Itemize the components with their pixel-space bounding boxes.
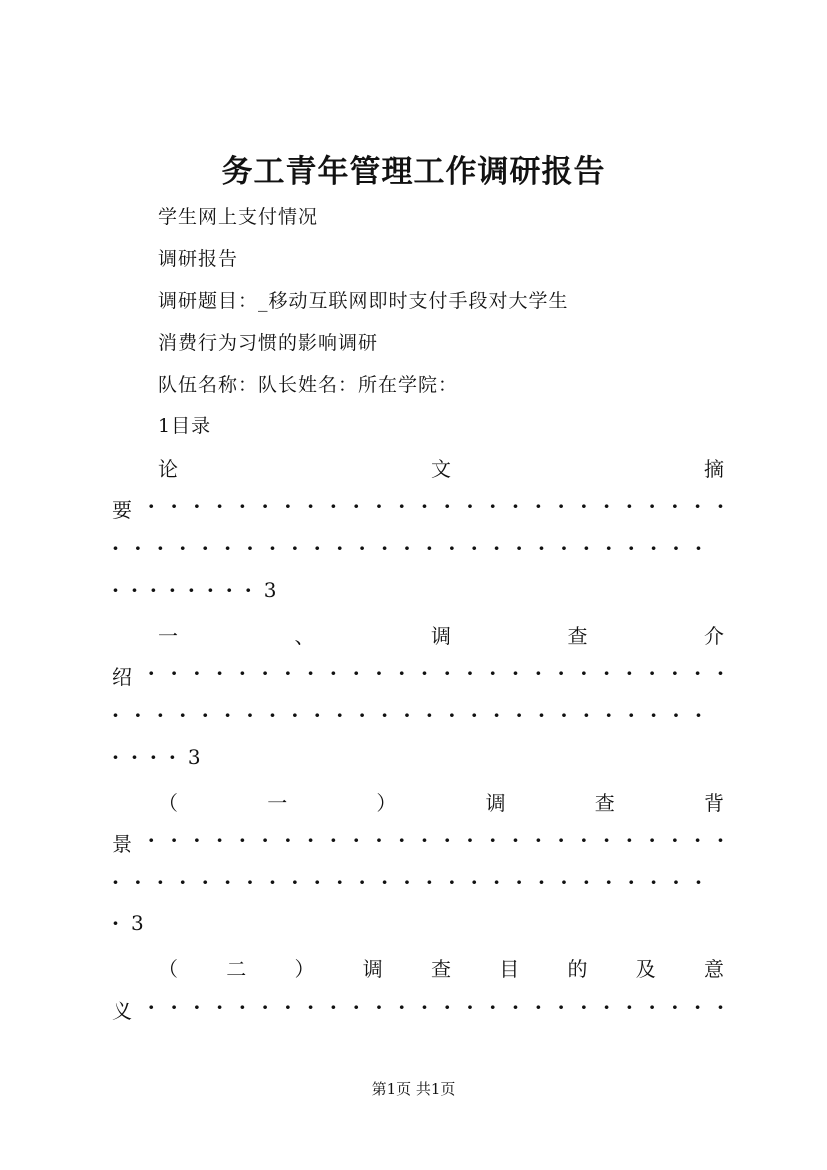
dot-leader: · [515,536,523,560]
dot-leader: · [493,703,501,727]
dot-leader: · [179,536,187,560]
dot-leader: · [375,995,383,1019]
dot-leader: · [307,661,315,685]
dot-leader: · [375,828,383,852]
dot-leader: · [352,661,360,685]
intro-line-4: 消费行为习惯的影响调研 [158,332,379,354]
dot-leader: · [694,703,702,727]
toc-char: 调 [431,624,451,648]
dot-leader: · [512,494,520,518]
dot-leader: · [352,828,360,852]
intro-line-5: 队伍名称：队长姓名：所在学院： [158,374,459,396]
dot-leader: · [246,536,254,560]
dot-leader: · [336,536,344,560]
toc-entry-2-leader-row-3 [112,745,201,769]
dot-leader: · [336,870,344,894]
toc-char: ） [294,957,315,981]
dot-leader: · [582,703,590,727]
toc-lead-char: 义 [112,999,132,1023]
toc-char: 摘 [704,457,724,481]
dot-leader: · [261,661,269,685]
toc-char: 调 [362,957,383,981]
dot-leader: · [671,995,679,1019]
dot-leader: · [671,661,679,685]
dot-leader: · [470,870,478,894]
dot-leader: · [625,995,633,1019]
toc-char: 意 [704,957,724,981]
dot-leader: ········ [112,578,264,602]
toc-entry-4-leader-row-1 [112,995,724,1024]
dot-leader: · [648,661,656,685]
dot-leader: · [147,494,155,518]
dot-leader: · [557,661,565,685]
dot-leader: · [329,995,337,1019]
toc-char: 查 [431,957,451,981]
dot-leader: · [112,870,119,894]
dot-leader: · [403,703,411,727]
toc-char: 及 [635,957,656,981]
dot-leader: · [515,703,523,727]
dot-leader: · [420,995,428,1019]
document-title: 务工青年管理工作调研报告 [221,154,606,190]
dot-leader: · [580,828,588,852]
dot-leader: · [650,703,658,727]
dot-leader: · [716,494,724,518]
dot-leader: · [694,536,702,560]
dot-leader: · [398,995,406,1019]
dot-leader: · [627,870,635,894]
dot-leader: · [238,995,246,1019]
dot-leader: · [156,870,164,894]
dot-leader: · [193,828,201,852]
dot-leader: · [605,870,613,894]
dot-leader: · [179,870,187,894]
dot-leader: · [538,536,545,560]
toc-entry-3-leader-row-1 [112,828,724,857]
toc-entry-1-leader-row-1 [112,494,724,523]
dot-leader: · [291,536,299,560]
toc-char: 二 [226,957,247,981]
toc-entry-1-leader-row-2 [112,536,702,560]
dot-leader: · [358,536,366,560]
dot-leader: · [156,536,164,560]
toc-char: 、 [294,624,315,648]
toc-lead-char: 要 [112,498,132,522]
toc-char: 介 [704,624,724,648]
dot-leader: · [134,703,142,727]
toc-char: 的 [567,957,588,981]
dot-leader: · [627,703,635,727]
dot-leader: · [268,870,276,894]
dot-leader: · [515,870,523,894]
dot-leader: · [694,494,702,518]
dot-leader: · [307,995,315,1019]
intro-line-1: 学生网上支付情况 [158,206,319,228]
dot-leader: · [147,661,155,685]
dot-leader: · [648,995,656,1019]
dot-leader: · [179,703,187,727]
dot-leader: · [448,703,456,727]
dot-leader: · [216,828,224,852]
dot-leader: · [493,870,501,894]
dot-leader: · [381,703,389,727]
dot-leader: · [112,703,119,727]
toc-page-number: 3 [130,911,144,935]
intro-line-3: 调研题目：_移动互联网即时支付手段对大学生 [158,290,569,312]
dot-leader: · [156,703,164,727]
dot-leader: · [603,828,611,852]
dot-leader: · [672,870,680,894]
dot-leader: · [352,494,360,518]
dot-leader: · [261,828,269,852]
toc-lead-char: 景 [112,832,132,856]
dot-leader: · [466,494,474,518]
dot-leader: · [650,536,658,560]
dot-leader: · [672,703,680,727]
dot-leader: · [193,494,201,518]
toc-entry-2-heading [158,620,724,649]
dot-leader: · [627,536,635,560]
dot-leader: · [261,995,269,1019]
dot-leader: · [284,494,292,518]
dot-leader: · [224,870,232,894]
dot-leader: · [580,494,588,518]
toc-char: 一 [158,624,178,648]
dot-leader: · [448,870,456,894]
dot-leader: · [625,828,633,852]
dot-leader: · [580,995,588,1019]
dot-leader: · [466,828,474,852]
dot-leader: · [238,828,246,852]
dot-leader: · [466,661,474,685]
dot-leader: · [425,870,433,894]
toc-entry-2-leader-row-2 [112,703,702,727]
dot-leader: · [420,828,428,852]
dot-leader: · [425,536,433,560]
dot-leader: · [291,703,299,727]
dot-leader: · [216,494,224,518]
dot-leader: · [134,536,142,560]
toc-char: 调 [485,791,506,815]
dot-leader: · [489,494,497,518]
dot-leader: · [375,494,383,518]
dot-leader: · [403,536,411,560]
dot-leader: · [625,661,633,685]
toc-char: 目 [499,957,520,981]
dot-leader: · [512,828,520,852]
toc-char: 文 [431,457,451,481]
page-footer: 第1页 共1页 [371,1080,456,1098]
dot-leader: · [443,828,451,852]
toc-char: 论 [158,457,178,481]
dot-leader: · [193,661,201,685]
dot-leader: · [216,995,224,1019]
toc-entry-3-heading [158,787,724,816]
dot-leader: · [538,870,545,894]
dot-leader: · [284,828,292,852]
toc-char: 查 [567,624,588,648]
toc-page-number: 3 [187,745,201,769]
dot-leader: · [375,661,383,685]
dot-leader: · [489,661,497,685]
dot-leader: · [313,870,321,894]
dot-leader: · [307,494,315,518]
dot-leader: · [534,828,542,852]
dot-leader: · [560,536,568,560]
dot-leader: · [534,494,542,518]
dot-leader: · [398,661,406,685]
dot-leader: · [716,828,724,852]
dot-leader: · [512,661,520,685]
dot-leader: · [403,870,411,894]
dot-leader: · [313,536,321,560]
dot-leader: · [557,494,565,518]
toc-lead-char: 绍 [112,665,132,689]
dot-leader: · [603,995,611,1019]
dot-leader: · [694,870,702,894]
toc-entry-4-heading [158,953,724,982]
dot-leader: · [512,995,520,1019]
dot-leader: · [398,494,406,518]
dot-leader: · [329,828,337,852]
dot-leader: · [238,494,246,518]
dot-leader: · [603,661,611,685]
dot-leader: · [112,911,131,935]
dot-leader: · [284,661,292,685]
dot-leader: · [284,995,292,1019]
dot-leader: · [329,661,337,685]
dot-leader: · [381,870,389,894]
dot-leader: · [493,536,501,560]
dot-leader: · [193,995,201,1019]
dot-leader: · [170,661,178,685]
dot-leader: · [560,870,568,894]
dot-leader: · [246,703,254,727]
dot-leader: · [420,494,428,518]
dot-leader: · [170,995,178,1019]
dot-leader: · [112,536,119,560]
dot-leader: · [694,995,702,1019]
dot-leader: · [470,703,478,727]
toc-entry-1-leader-row-3 [112,578,276,602]
toc-char: 一 [267,791,288,815]
toc-char: 查 [594,791,615,815]
dot-leader: · [582,870,590,894]
dot-leader: · [694,661,702,685]
dot-leader: · [420,661,428,685]
dot-leader: · [443,494,451,518]
dot-leader: · [716,995,724,1019]
dot-leader: · [425,703,433,727]
toc-char: ） [376,791,397,815]
dot-leader: · [268,703,276,727]
toc-entry-2-leader-row-1 [112,661,724,690]
dot-leader: · [671,828,679,852]
dot-leader: · [650,870,658,894]
dot-leader: · [307,828,315,852]
dot-leader: · [147,995,155,1019]
dot-leader: · [216,661,224,685]
toc-entry-3-leader-row-3 [112,911,144,935]
dot-leader: · [625,494,633,518]
dot-leader: · [352,995,360,1019]
dot-leader: · [672,536,680,560]
dot-leader: · [358,703,366,727]
dot-leader: · [268,536,276,560]
dot-leader: · [443,661,451,685]
dot-leader: · [134,870,142,894]
dot-leader: · [448,536,456,560]
dot-leader: · [238,661,246,685]
dot-leader: · [466,995,474,1019]
toc-char: （ [158,791,178,815]
dot-leader: · [398,828,406,852]
dot-leader: · [534,661,542,685]
dot-leader: · [605,703,613,727]
dot-leader: · [538,703,545,727]
dot-leader: · [381,536,389,560]
dot-leader: · [489,995,497,1019]
toc-char: （ [158,957,178,981]
intro-line-6: 1目录 [158,415,212,437]
dot-leader: · [170,494,178,518]
toc-entry-3-leader-row-2 [112,870,702,894]
toc-page-number: 3 [263,578,277,602]
dot-leader: · [557,995,565,1019]
intro-line-2: 调研报告 [158,248,239,270]
dot-leader: ···· [112,745,188,769]
dot-leader: · [648,494,656,518]
dot-leader: · [224,536,232,560]
dot-leader: · [603,494,611,518]
dot-leader: · [580,661,588,685]
dot-leader: · [557,828,565,852]
dot-leader: · [582,536,590,560]
dot-leader: · [443,995,451,1019]
dot-leader: · [329,494,337,518]
dot-leader: · [201,703,209,727]
dot-leader: · [313,703,321,727]
dot-leader: · [201,536,209,560]
dot-leader: · [489,828,497,852]
toc-char: 背 [703,791,724,815]
dot-leader: · [694,828,702,852]
dot-leader: · [470,536,478,560]
dot-leader: · [147,828,155,852]
dot-leader: · [246,870,254,894]
dot-leader: · [224,703,232,727]
dot-leader: · [648,828,656,852]
dot-leader: · [261,494,269,518]
dot-leader: · [671,494,679,518]
dot-leader: · [605,536,613,560]
dot-leader: · [291,870,299,894]
dot-leader: · [358,870,366,894]
dot-leader: · [716,661,724,685]
dot-leader: · [170,828,178,852]
dot-leader: · [534,995,542,1019]
dot-leader: · [336,703,344,727]
dot-leader: · [201,870,209,894]
dot-leader: · [560,703,568,727]
toc-entry-1-heading [158,453,724,482]
